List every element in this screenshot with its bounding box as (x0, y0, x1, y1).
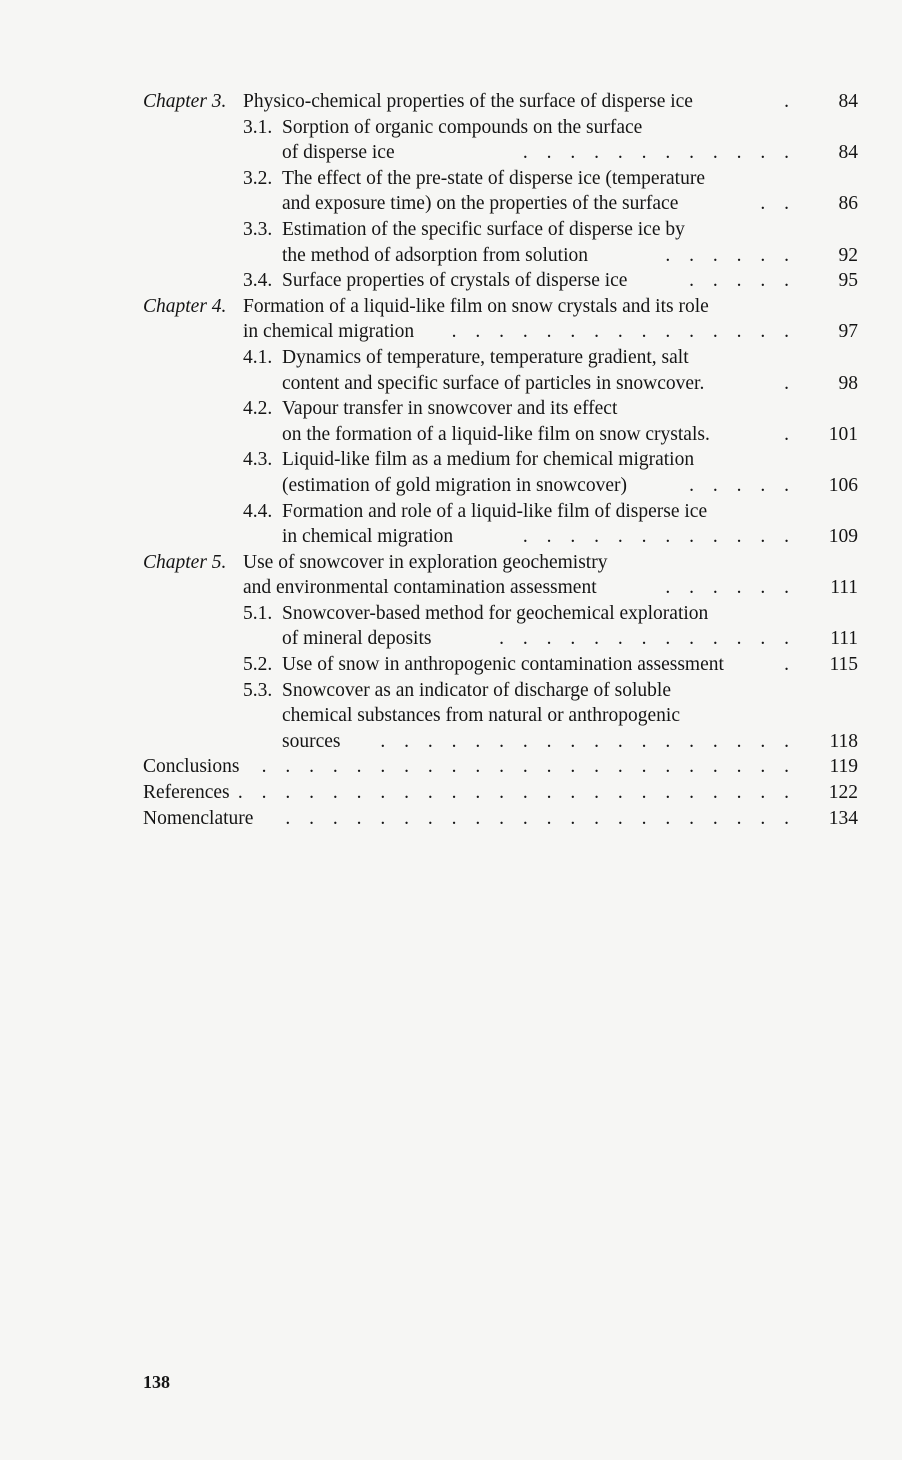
toc-entry (143, 754, 858, 780)
toc-entry-label: 3.2. (243, 167, 273, 189)
leader-dots: . . . . . . . . . . . . (522, 526, 796, 548)
toc-page-number: 134 (828, 807, 858, 829)
toc-line (143, 806, 858, 832)
leader-dots: . . . . . (689, 474, 796, 496)
toc-line (143, 678, 858, 704)
toc-chapter-entry (143, 89, 858, 115)
toc-entry-title: and environmental contamination assessment (243, 577, 597, 599)
toc-section-entry (143, 345, 858, 396)
leader-dots: . . . . . . . . . . . . . . . . . . . . . . . (261, 756, 796, 778)
toc-entry-title: Snowcover as an indicator of discharge of soluble (282, 679, 671, 701)
toc-line (143, 473, 858, 499)
toc-entry-title: (estimation of gold migration in snowcover) (282, 474, 627, 496)
toc-entry-label: 4.1. (243, 346, 273, 368)
toc-page-number: 98 (838, 372, 858, 394)
leader-dots: . (784, 654, 796, 676)
toc-line (143, 524, 858, 550)
toc-entry-title: Vapour transfer in snowcover and its effect (282, 398, 618, 420)
leader-dots: . . . . . . (665, 577, 796, 599)
toc-entry-title: Liquid-like film as a medium for chemical migration (282, 449, 695, 471)
leader-dots: . . . . . . . . . . . . . . . . . . (380, 730, 796, 752)
toc-line (143, 422, 858, 448)
toc-entry-title: Surface properties of crystals of disperse ice (282, 270, 628, 292)
toc-line (143, 447, 858, 473)
toc-page-number: 86 (838, 193, 858, 215)
toc-page-number: 111 (830, 628, 858, 650)
toc-entry-label: 4.3. (243, 449, 273, 471)
toc-entry-title: Formation of a liquid-like film on snow crystals and its role (243, 295, 709, 317)
toc-section-entry (143, 396, 858, 447)
toc-line (143, 319, 858, 345)
toc-section-entry (143, 652, 858, 678)
toc-line (143, 626, 858, 652)
toc-entry-title: chemical substances from natural or anthropogenic (282, 705, 680, 727)
toc-entry-title: of disperse ice (282, 142, 395, 164)
leader-dots: . . . . . (689, 270, 796, 292)
toc-entry (143, 806, 858, 832)
toc-line (143, 499, 858, 525)
table-of-contents (143, 89, 858, 831)
leader-dots: . . . . . . (665, 244, 796, 266)
toc-section-entry (143, 447, 858, 498)
toc-page-number: 111 (830, 577, 858, 599)
toc-entry-title: Use of snow in anthropogenic contamination assessment (282, 654, 724, 676)
toc-line (143, 652, 858, 678)
toc-line (143, 396, 858, 422)
toc-line (143, 601, 858, 627)
toc-line (143, 191, 858, 217)
toc-entry-title: Physico-chemical properties of the surface of disperse ice (243, 91, 693, 112)
toc-entry-label: 4.2. (243, 398, 273, 420)
leader-dots: . (784, 423, 796, 445)
toc-page-number: 97 (838, 321, 858, 343)
toc-entry-label: Chapter 4. (143, 295, 227, 317)
toc-page-number: 106 (828, 474, 858, 496)
toc-line (143, 550, 858, 576)
toc-entry-title: the method of adsorption from solution (282, 244, 589, 266)
toc-entry-title: in chemical migration (243, 321, 415, 343)
toc-entry-label: Conclusions (143, 756, 240, 778)
toc-entry-title: Estimation of the specific surface of disperse ice by (282, 218, 685, 240)
toc-page-number: 122 (828, 782, 858, 804)
toc-line (143, 217, 858, 243)
leader-dots: . (784, 372, 796, 394)
leader-dots: . . (760, 193, 796, 215)
toc-line (143, 243, 858, 269)
toc-page-number: 109 (828, 526, 858, 548)
toc-line (143, 115, 858, 141)
toc-section-entry (143, 499, 858, 550)
toc-section-entry (143, 217, 858, 268)
toc-page-number: 92 (838, 244, 858, 266)
toc-section-entry (143, 601, 858, 652)
toc-line (143, 268, 858, 294)
toc-entry-title: content and specific surface of particles in snowcover. (282, 372, 705, 394)
toc-line (143, 89, 858, 115)
toc-entry-title: Formation and role of a liquid-like film of disperse ice (282, 500, 708, 522)
leader-dots: . . . . . . . . . . . . . . . . . . . . . . . . (237, 782, 796, 804)
toc-entry-title: The effect of the pre-state of disperse ice (temperature (282, 167, 706, 189)
toc-page-number: 84 (838, 91, 858, 112)
toc-entry-label: 3.4. (243, 270, 273, 292)
toc-line (143, 371, 858, 397)
toc-entry-label: 5.3. (243, 679, 273, 701)
leader-dots: . . . . . . . . . . . . . . . . . . . . . . (285, 807, 796, 829)
toc-page-number: 118 (829, 730, 858, 752)
toc-entry-title: of mineral deposits (282, 628, 432, 650)
toc-line (143, 703, 858, 729)
toc-section-entry (143, 166, 858, 217)
toc-line (143, 294, 858, 320)
toc-page-number: 95 (838, 270, 858, 292)
toc-page-number: 84 (838, 142, 858, 164)
toc-entry-title: Snowcover-based method for geochemical exploration (282, 602, 709, 624)
toc-page-number: 115 (829, 654, 858, 676)
toc-section-entry (143, 678, 858, 755)
toc-entry-title: in chemical migration (282, 526, 454, 548)
toc-entry-label: 5.1. (243, 602, 273, 624)
toc-line (143, 754, 858, 780)
leader-dots: . . . . . . . . . . . . (522, 142, 796, 164)
toc-chapter-entry (143, 294, 858, 345)
toc-line (143, 345, 858, 371)
toc-entry-title: and exposure time) on the properties of the surface (282, 193, 679, 215)
toc-line (143, 140, 858, 166)
page-number: 138 (143, 1372, 170, 1392)
toc-line (143, 575, 858, 601)
toc-entry-title: sources (282, 730, 341, 752)
toc-entry-label: Nomenclature (143, 807, 254, 829)
toc-entry-label: 4.4. (243, 500, 273, 522)
toc-entry-title: Dynamics of temperature, temperature gradient, salt (282, 346, 689, 368)
toc-section-entry (143, 268, 858, 294)
toc-entry-label: 3.1. (243, 116, 273, 138)
leader-dots: . . . . . . . . . . . . . (499, 628, 796, 650)
toc-line (143, 729, 858, 755)
toc-entry-label: 3.3. (243, 218, 273, 240)
toc-entry-title: Sorption of organic compounds on the surface (282, 116, 643, 138)
toc-line (143, 780, 858, 806)
toc-entry-title: on the formation of a liquid-like film on snow crystals. (282, 423, 710, 445)
toc-entry-title: Use of snowcover in exploration geochemistry (243, 551, 608, 573)
toc-entry (143, 780, 858, 806)
toc-entry-label: 5.2. (243, 654, 273, 676)
toc-entry-label: References (143, 782, 230, 804)
toc-line (143, 166, 858, 192)
toc-page-number: 119 (829, 756, 858, 778)
leader-dots: . (784, 91, 796, 112)
toc-entry-label: Chapter 3. (143, 91, 227, 112)
leader-dots: . . . . . . . . . . . . . . . (451, 321, 796, 343)
toc-chapter-entry (143, 550, 858, 601)
toc-page-number: 101 (828, 423, 858, 445)
toc-section-entry (143, 115, 858, 166)
toc-entry-label: Chapter 5. (143, 551, 227, 573)
